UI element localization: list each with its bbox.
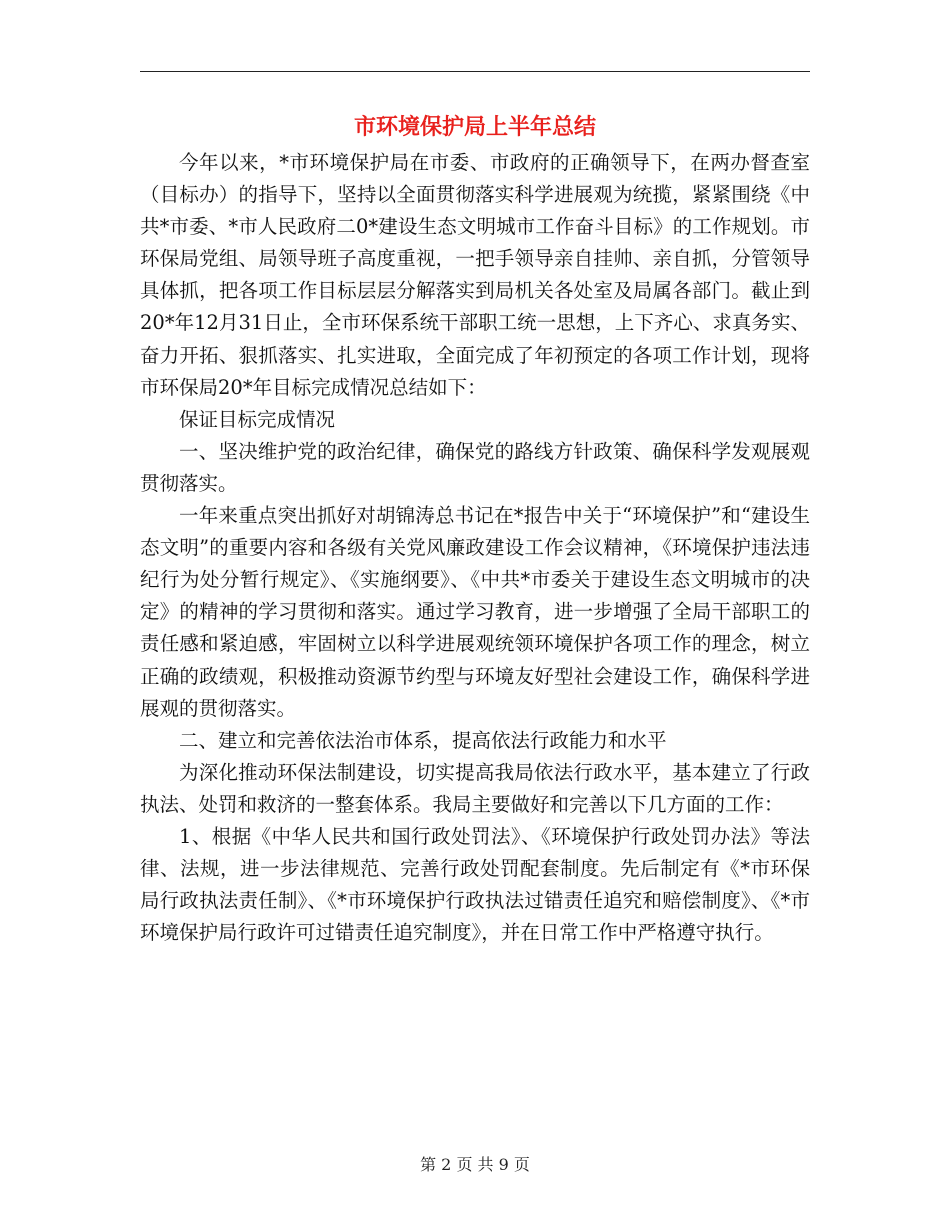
paragraph-item-one: 1、根据《中华人民共和国行政处罚法》、《环境保护行政处罚办法》等法律、法规，进一步法律规范、完善行政处罚配套制度。先后制定有《*市环保局行政执法责任制》、《*市环境保护行政执法过错责任追究和赔偿制度》、《*市环境保护局行政许可过错责任追究制度》，并在日常工作中严格遵守执行。 <box>140 824 810 945</box>
paragraph-heading-two: 二、建立和完善依法治市体系，提高依法行政能力和水平 <box>179 728 667 752</box>
paragraph-study: 一年来重点突出抓好对胡锦涛总书记在*报告中关于“环境保护”和“建设生态文明”的重要内容和各级有关党风廉政建设工作会议精神，《环境保护违法违纪行为处分暂行规定》、《实施纲要》、《中共*市委关于建设生态文明城市的决定》的精神的学习贯彻和落实。通过学习教育，进一步增强了全局干部职工的责任感和紧迫感，牢固树立以科学进展观统领环境保护各项工作的理念，树立正确的政绩观，积极推动资源节约型与环境友好型社会建设工作，确保科学进展观的贯彻落实。 <box>140 504 810 720</box>
document-body <box>140 147 810 949</box>
paragraph-heading-one: 一、坚决维护党的政治纪律，确保党的路线方针政策、确保科学发观展观贯彻落实。 <box>140 439 810 495</box>
header-rule <box>140 71 810 72</box>
paragraph-legal-system: 为深化推动环保法制建设，切实提高我局依法行政水平，基本建立了行政执法、处罚和救济的一整套体系。我局主要做好和完善以下几方面的工作： <box>140 760 810 816</box>
document-title: 市环境保护局上半年总结 <box>353 114 596 140</box>
paragraph-section-heading: 保证目标完成情况 <box>179 407 336 431</box>
page-footer: 第 2 页 共 9 页 <box>420 1155 530 1174</box>
paragraph-intro: 今年以来，*市环境保护局在市委、市政府的正确领导下，在两办督查室（目标办）的指导下，坚持以全面贯彻落实科学进展观为统揽，紧紧围绕《中共*市委、*市人民政府二0*建设生态文明城市工作奋斗目标》的工作规划。市环保局党组、局领导班子高度重视，一把手领导亲自挂帅、亲自抓，分管领导具体抓，把各项工作目标层层分解落实到局机关各处室及局属各部门。截止到20*年12月31日止，全市环保系统干部职工统一思想，上下齐心、求真务实、奋力开拓、狠抓落实、扎实进取，全面完成了年初预定的各项工作计划，现将市环保局20*年目标完成情况总结如下： <box>140 151 810 399</box>
